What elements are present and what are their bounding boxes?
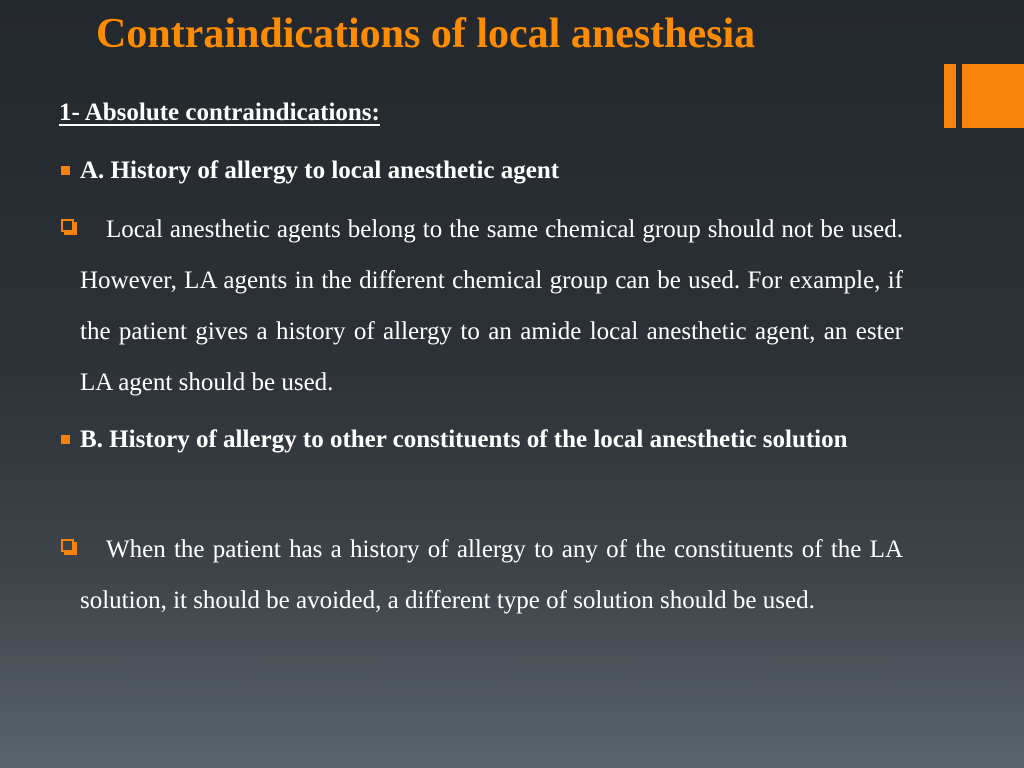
list-item xyxy=(80,524,903,626)
brand-bar-thin xyxy=(944,64,956,128)
box-bullet-icon xyxy=(61,219,79,237)
section-heading: 1- Absolute contraindications: xyxy=(59,99,380,126)
list-item-text: B. History of allergy to other constituents of the local anesthetic solution xyxy=(80,426,848,453)
list-item-text: Local anesthetic agents belong to the same chemical group should not be used. However, LA agents in the different chemical group can be used. For example, if the patient gives a history of allergy to an amide local anesthetic agent, an ester LA agent should be used. xyxy=(80,216,903,396)
list-item-text: When the patient has a history of allergy to any of the constituents of the LA solution, it should be avoided, a different type of solution should be used. xyxy=(80,536,903,614)
list-item xyxy=(80,145,903,196)
list-item xyxy=(80,414,903,465)
box-bullet-icon xyxy=(61,539,79,557)
brand-bars-icon xyxy=(944,64,1024,128)
list-item xyxy=(80,204,903,408)
square-bullet-icon xyxy=(61,166,70,175)
slide-title: Contraindications of local anesthesia xyxy=(96,11,756,57)
list-item-text: A. History of allergy to local anesthetic agent xyxy=(80,157,560,184)
square-bullet-icon xyxy=(61,435,70,444)
brand-bar-wide xyxy=(962,64,1024,128)
